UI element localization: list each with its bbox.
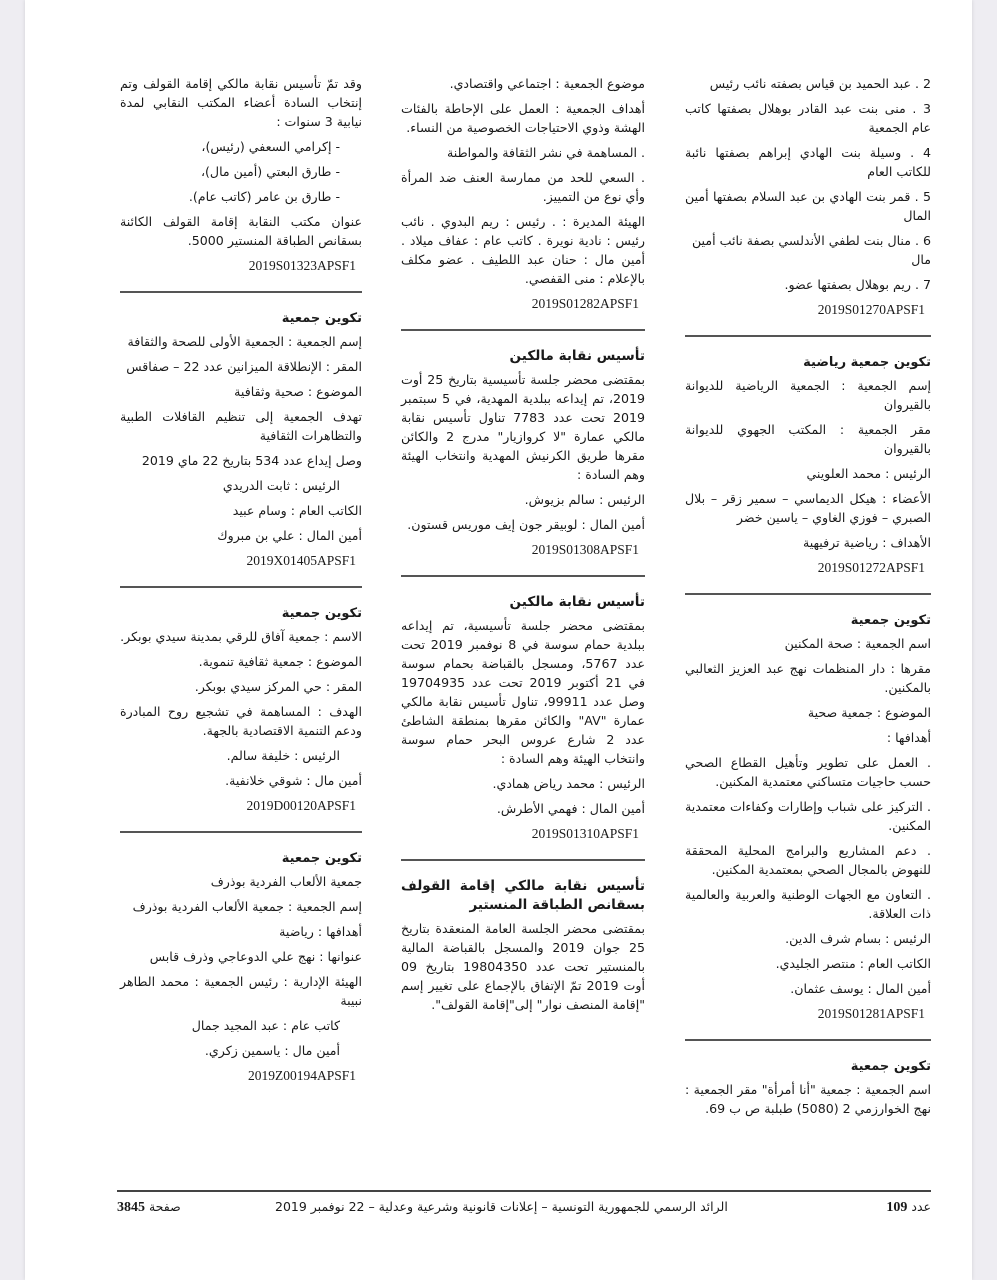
notice-line: أهدافها : <box>886 730 931 745</box>
issue-number <box>886 1199 931 1216</box>
notice <box>401 593 645 843</box>
page-label: صفحة <box>148 1199 181 1214</box>
reference-code: 2019Z00194APSF1 <box>247 1068 356 1083</box>
issue-value: 109 <box>886 1200 908 1215</box>
notice-line: اسم الجمعية : جمعية "أنا أمرأة" مقر الجمعية : نهج الخوارزمي 2 (5080) طبلبة ص ب 69. <box>685 1082 931 1116</box>
notice-line: الموضوع : جمعية صحية <box>807 705 931 720</box>
notice-line: أمين مال : شوقي خلانفية. <box>225 773 362 788</box>
notice-line: 7 . ريم بوهلال بصفتها عضو. <box>784 277 931 292</box>
notice-title: تكوين جمعية <box>281 851 362 866</box>
notice-line: أهدافها : رياضية <box>279 924 362 939</box>
notice <box>685 1057 931 1118</box>
notice-title: تكوين جمعية <box>850 613 931 628</box>
notice-line: . دعم المشاريع والبرامج المحلية المحققة للنهوض بالمجال الصحي بمعتمدية المكنين. <box>685 843 931 877</box>
notice <box>120 849 362 1085</box>
notice-line: أهداف الجمعية : العمل على الإحاطة بالفئات الهشة وذوي الاحتياجات الخصوصية من النساء. <box>401 101 645 135</box>
notice-line: الكاتب العام : وسام عبيد <box>232 503 362 518</box>
notice-line: كاتب عام : عبد المجيد جمال <box>191 1018 340 1033</box>
journal-title: الرائد الرسمي للجمهورية التونسية – إعلانات قانونية وشرعية وعدلية – 22 نوفمبر 2019 <box>275 1199 728 1214</box>
notice-line: . التركيز على شباب وإطارات وكفاءات معتمدية المكنين. <box>685 799 931 833</box>
notice-line: مقرها : دار المنظمات نهج عبد العزيز الثعالبي بالمكنين. <box>685 661 931 695</box>
notice-line: إسم الجمعية : الجمعية الأولى للصحة والثقافة <box>127 334 362 349</box>
notice-line: موضوع الجمعية : اجتماعي واقتصادي. <box>449 76 645 91</box>
document-page <box>25 0 972 1280</box>
notice-line: الرئيس : ثابت الدريدي <box>222 478 340 493</box>
notice-line: الرئيس : بسام شرف الدين. <box>785 931 931 946</box>
notice-line: 3 . منى بنت عبد القادر بوهلال بصفتها كاتب عام الجمعية <box>685 101 931 135</box>
notice-line: الهدف : المساهمة في تشجيع روح المبادرة ودعم التنمية الاقتصادية بالجهة. <box>120 704 362 738</box>
notice-line: بمقتضى محضر جلسة تأسيسية، تم إيداعه ببلدية حمام سوسة في 8 نوفمبر 2019 تحت عدد 5767، ومسجل بالقباضة بحمام سوسة في 21 أكتوبر 2019 تحت عدد 19704935 وصل عدد 99911، تناول تأسيس نقابة مالكي عمارة "AV" والكائن مقرها بمنطقة الشاطئ عدد 2 شارع عروس البحر حمام سوسة وانتخاب الهيئة وهم السادة : <box>401 618 645 766</box>
notice-line: الهيئة المديرة : . رئيس : ريم البدوي . نائب رئيس : نادية نويرة . كاتب عام : عفاف ميلاد . أمين مال : حنان عبد اللطيف . عضو مكلف بالإعلام : منى القفصي. <box>401 214 645 286</box>
notice-line: الكاتب العام : منتصر الجليدي. <box>775 956 931 971</box>
section-divider <box>120 291 362 293</box>
notice-line: أمين المال : علي بن مبروك <box>217 528 362 543</box>
notice-line: الرئيس : خليفة سالم. <box>226 748 340 763</box>
notice-title: تأسيس نقابة مالكين <box>509 594 645 610</box>
notice-line: الرئيس : محمد رياض همادي. <box>492 776 645 791</box>
notice-line: أمين المال : لوبيقر جون إيف موريس قستون. <box>407 517 645 532</box>
column-left <box>120 74 362 1085</box>
notice-line: الرئيس : سالم بزيوش. <box>524 492 645 507</box>
notice-line: الاسم : جمعية آفاق للرقي بمدينة سيدي بوبكر. <box>120 629 362 644</box>
notice-title: تكوين جمعية <box>850 1059 931 1074</box>
notice-line: وقد تمّ تأسيس نقابة مالكي إقامة القولف وتم إنتخاب السادة أعضاء المكتب النقابي لمدة نيابية 3 سنوات : <box>120 76 362 129</box>
section-divider <box>401 575 645 577</box>
notice-continuation <box>120 74 362 275</box>
notice-line: أمين المال : يوسف عثمان. <box>790 981 931 996</box>
notice-line: أمين المال : فهمي الأطرش. <box>496 801 645 816</box>
notice-line: إسم الجمعية : الجمعية الرياضية للديوانة بالقيروان <box>685 378 931 412</box>
notice-line: . العمل على تطوير وتأهيل القطاع الصحي حسب حاجيات متساكني معتمدية المكنين. <box>685 755 931 789</box>
notice-line: المقر : حي المركز سيدي بوبكر. <box>194 679 362 694</box>
column-right <box>685 74 931 1124</box>
notice-title: تكوين جمعية <box>281 606 362 621</box>
notice <box>685 353 931 577</box>
reference-code: 2019S01281APSF1 <box>817 1006 925 1021</box>
notice-line: 2 . عبد الحميد بن قياس بصفته نائب رئيس <box>709 76 931 91</box>
notice-line: . المساهمة في نشر الثقافة والمواطنة <box>447 145 645 160</box>
section-divider <box>685 593 931 595</box>
notice-line: وصل إيداع عدد 534 بتاريخ 22 ماي 2019 <box>141 453 362 468</box>
column-middle <box>401 74 645 1020</box>
notice-line: إسم الجمعية : جمعية الألعاب الفردية بوذرف <box>132 899 362 914</box>
reference-code: 2019S01270APSF1 <box>817 302 925 317</box>
notice-line: مقر الجمعية : المكتب الجهوي للديوانة بالقيروان <box>685 422 931 456</box>
issue-label: عدد <box>911 1199 931 1214</box>
notice-line: اسم الجمعية : صحة المكنين <box>784 636 931 651</box>
notice-line: . السعي للحد من ممارسة العنف ضد المرأة وأي نوع من التمييز. <box>401 170 645 204</box>
section-divider <box>685 1039 931 1041</box>
notice-title: تكوين جمعية رياضية <box>803 355 931 370</box>
notice <box>120 309 362 570</box>
notice-line: بمقتضى محضر جلسة تأسيسية بتاريخ 25 أوت 2019، تم إيداعه ببلدية المهدية، في 5 سبتمبر 2019 تحت عدد 7783 تناول تأسيس نقابة مالكي عمارة "لا كروازيار" مدرج 2 والكائن مقرها طريق الكرنيش المهدية وانتخاب الهيئة وهم السادة : <box>401 372 646 482</box>
notice-line: عنوان مكتب النقابة إقامة القولف الكائنة بسقانص الطباقة المنستير 5000. <box>120 214 362 248</box>
notice-line: تهدف الجمعية إلى تنظيم القافلات الطبية والتظاهرات الثقافية <box>120 409 362 443</box>
notice-title: تأسيس نقابة مالكي إقامة القولف بسقانص الطباقة المنستير <box>401 878 645 913</box>
section-divider <box>401 859 645 861</box>
notice <box>401 347 645 559</box>
notice-line: الهيئة الإدارية : رئيس الجمعية : محمد الطاهر نبيبة <box>120 974 362 1008</box>
reference-code: 2019S01272APSF1 <box>817 560 925 575</box>
notice-line: المقر : الإنطلاقة الميزانين عدد 22 – صفاقس <box>126 359 362 374</box>
notice-line: الرئيس : محمد العلويني <box>806 466 931 481</box>
notice-line: 5 . قمر بنت الهادي بن عبد السلام بصفتها أمين المال <box>685 189 931 223</box>
notice-line: الأعضاء : هيكل الديماسي – سمير زقر – بلال الصبري – فوزي الغاوي – ياسين خضر <box>685 491 931 525</box>
section-divider <box>401 329 645 331</box>
reference-code: 2019D00120APSF1 <box>246 798 356 813</box>
notice <box>120 604 362 815</box>
notice-continuation <box>401 74 645 313</box>
notice-line: 4 . وسيلة بنت الهادي إبراهم بصفتها نائبة للكاتب العام <box>685 145 931 179</box>
footer-divider <box>117 1190 931 1192</box>
notice-line: - طارق بن عامر (كاتب عام). <box>188 189 340 204</box>
notice-line: أمين مال : ياسمين زكري. <box>204 1043 340 1058</box>
section-divider <box>120 831 362 833</box>
reference-code: 2019S01308APSF1 <box>531 542 639 557</box>
notice-continuation <box>685 74 931 319</box>
section-divider <box>120 586 362 588</box>
page-value: 3845 <box>117 1200 145 1215</box>
notice-line: جمعية الألعاب الفردية بوذرف <box>210 874 362 889</box>
section-divider <box>685 335 931 337</box>
notice-line: الأهداف : رياضية ترفيهية <box>802 535 931 550</box>
notice-line: 6 . منال بنت لطفي الأندلسي بصفة نائب أمين مال <box>691 233 931 267</box>
reference-code: 2019S01282APSF1 <box>531 296 639 311</box>
notice <box>685 611 931 1023</box>
notice-line: . التعاون مع الجهات الوطنية والعربية والعالمية ذات العلاقة. <box>685 887 931 921</box>
notice-line: الموضوع : صحية وثقافية <box>234 384 362 399</box>
notice-title: تكوين جمعية <box>281 311 362 326</box>
notice <box>401 877 645 1014</box>
notice-line: عنوانها : نهج علي الدوعاجي وذرف قابس <box>149 949 362 964</box>
notice-line: - إكرامي السعفي (رئيس)، <box>201 139 340 154</box>
reference-code: 2019S01323APSF1 <box>248 258 356 273</box>
reference-code: 2019S01310APSF1 <box>531 826 639 841</box>
reference-code: 2019X01405APSF1 <box>246 553 356 568</box>
notice-line: بمقتضى محضر الجلسة العامة المنعقدة بتاريخ 25 جوان 2019 والمسجل بالقباضة المالية بالمنستير تحت عدد 19804350 بتاريخ 09 أوت 2019 تمّ الإتفاق بالإجماع على تغيير إسم "إقامة المنصف نوار" إلى"إقامة القولف". <box>401 921 646 1012</box>
notice-line: - طارق البعتي (أمين مال)، <box>200 164 340 179</box>
notice-line: الموضوع : جمعية ثقافية تنموية. <box>198 654 362 669</box>
page-footer <box>117 1199 931 1221</box>
notice-title: تأسيس نقابة مالكين <box>509 348 645 364</box>
page-number <box>117 1199 181 1216</box>
